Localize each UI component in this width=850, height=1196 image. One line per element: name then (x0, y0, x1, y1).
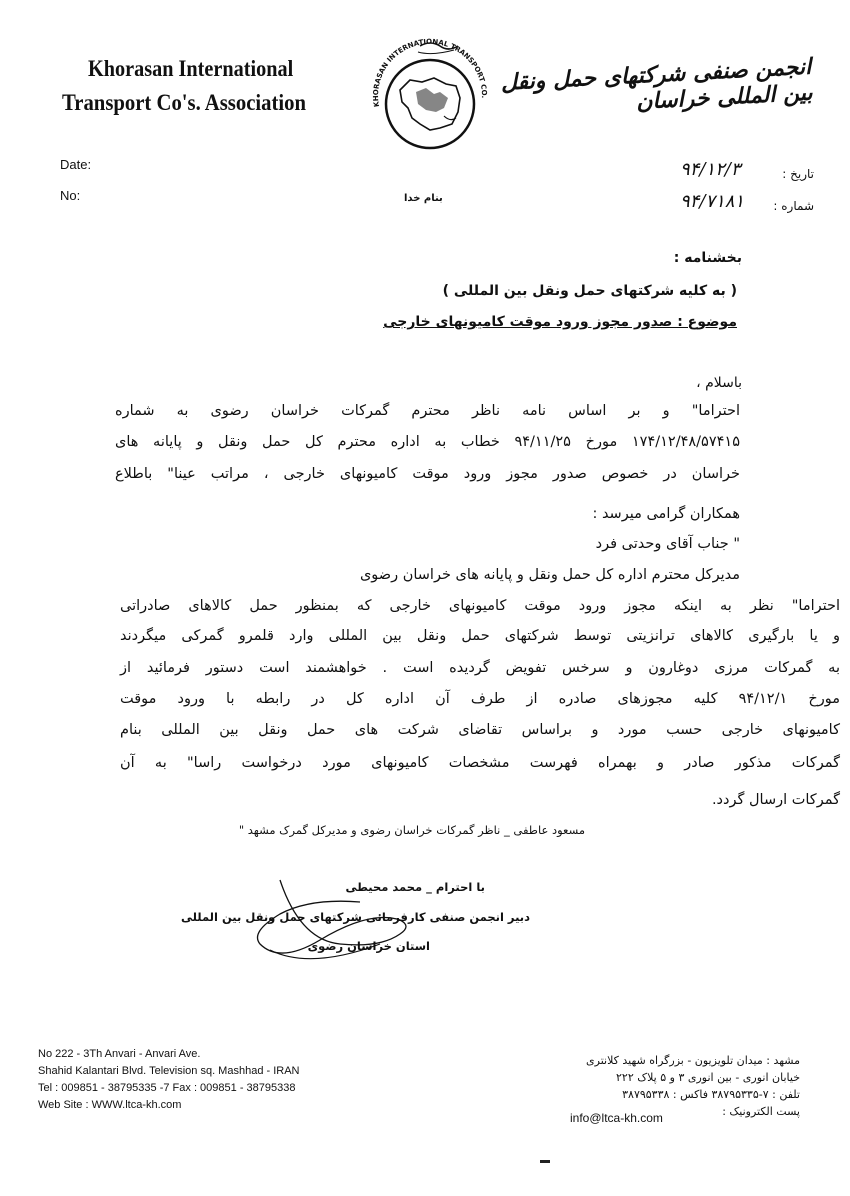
footer-fa-line4: پست الکترونیک : (722, 1105, 800, 1118)
footer-address-fa (520, 1052, 800, 1120)
footer-en-line3: Tel : 009851 - 38795335 -7 Fax : 009851 - 38795338 (38, 1082, 296, 1094)
footer-fa-line1: مشهد : میدان تلویزیون - بزرگراه شهید کلانتری (586, 1054, 800, 1067)
body-line-12: گمرکات مذکور صادر و بهمراه فهرست مشخصات کامیونهای مورد درخواست راسا" به آن (120, 755, 840, 771)
header-english-line2: Transport Co's. Association (62, 90, 307, 115)
number-value: ۹۴/۷۱۸۱ (680, 191, 745, 212)
footer-en-line1: No 222 - 3Th Anvari - Anvari Ave. (38, 1048, 201, 1060)
bismillah: بنام خدا (404, 193, 443, 204)
footer-fa-line2: خیابان انوری - بین انوری ۳ و ۵ پلاک ۲۲۲ (616, 1071, 800, 1084)
header-persian-name: انجمن صنفی شرکتهای حمل ونقل بین المللی خراسان (500, 53, 814, 115)
signature-line3: استان خراسان رضوی (307, 939, 430, 953)
footer-email: info@ltca-kh.com (570, 1111, 663, 1125)
footer-en-line4: Web Site : WWW.ltca-kh.com (38, 1099, 182, 1111)
association-seal (360, 32, 500, 172)
number-label-fa: شماره : (773, 199, 814, 213)
body-line-10: مورخ ۹۴/۱۲/۱ کلیه مجوزهای صادره از طرف آن اداره کل در رابطه با ورود موقت (120, 691, 840, 707)
body-line-13: گمرکات ارسال گردد. (711, 792, 840, 808)
header-english-line1: Khorasan International (88, 56, 294, 81)
body-line-1: احتراما" و بر اساس نامه ناظر محترم گمرکات خراسان رضوی به شماره (115, 403, 740, 419)
date-label-en: Date: (60, 157, 92, 172)
letter-title: بخشنامه : (673, 250, 742, 266)
handwritten-signature (240, 860, 430, 980)
body-line-4: همکاران گرامی میرسد : (592, 506, 740, 522)
body-line-3: خراسان در خصوص صدور مجوز ورود موقت کامیونهای خارجی ، مراتب عینا" باطلاع (115, 466, 740, 482)
scan-mark (540, 1160, 550, 1163)
signature-line2: دبیر انجمن صنفی کارفرمائی شرکتهای حمل ونقل بین المللی (180, 910, 530, 924)
footer-fa-line3: تلفن : ۷-۳۸۷۹۵۳۳۵ فاکس : ۳۸۷۹۵۳۳۸ (622, 1088, 800, 1101)
letter-subject: موضوع : صدور مجوز ورود موقت کامیونهای خارجی (383, 314, 737, 330)
signature-line1: با احترام _ محمد محیطی (345, 880, 485, 894)
date-value: ۹۴/۱۲/۳ (680, 159, 741, 180)
number-label-en: No: (60, 188, 81, 203)
body-line-11: کامیونهای خارجی حسب مورد و براساس تقاضای شرکت های حمل ونقل بین المللی بنام (120, 722, 840, 738)
letter-recipient: ( به کلیه شرکتهای حمل ونقل بین المللی ) (442, 283, 737, 299)
letter-greeting: باسلام ، (696, 375, 742, 391)
association-seal-icon (360, 32, 500, 172)
body-line-8: و یا بارگیری کالاهای ترانزیتی توسط شرکتهای حمل ونقل بین المللی وارد قلمرو گمرکی میگردند (120, 628, 840, 644)
body-line-2: ۱۷۴/۱۲/۴۸/۵۷۴۱۵ مورخ ۹۴/۱۱/۲۵ خطاب به اداره محترم کل حمل ونقل و پایانه های (115, 434, 740, 450)
body-line-7: احتراما" نظر به اینکه مجوز ورود موقت کامیونهای خارجی که بمنظور حمل کالاهای صادراتی (120, 598, 840, 614)
seal-text: KHORASAN INTERNATIONAL TRANSPORT CO. (371, 37, 489, 108)
body-line-6: مدیرکل محترم اداره کل حمل ونقل و پایانه های خراسان رضوی (359, 567, 740, 583)
body-line-5: " جناب آقای وحدتی فرد (595, 536, 740, 552)
date-label-fa: تاریخ : (782, 167, 814, 181)
body-line-9: به گمرکات مرزی دوغارون و سرخس تفویض گردیده است . خواهشمند است دستور فرمائید از (120, 660, 840, 676)
footer-address-en (38, 1046, 300, 1114)
quote-signer: مسعود عاطفی _ ناظر گمرکات خراسان رضوی و مدیرکل گمرک مشهد " (238, 823, 585, 837)
footer-en-line2: Shahid Kalantari Blvd. Television sq. Mashhad - IRAN (38, 1065, 300, 1077)
